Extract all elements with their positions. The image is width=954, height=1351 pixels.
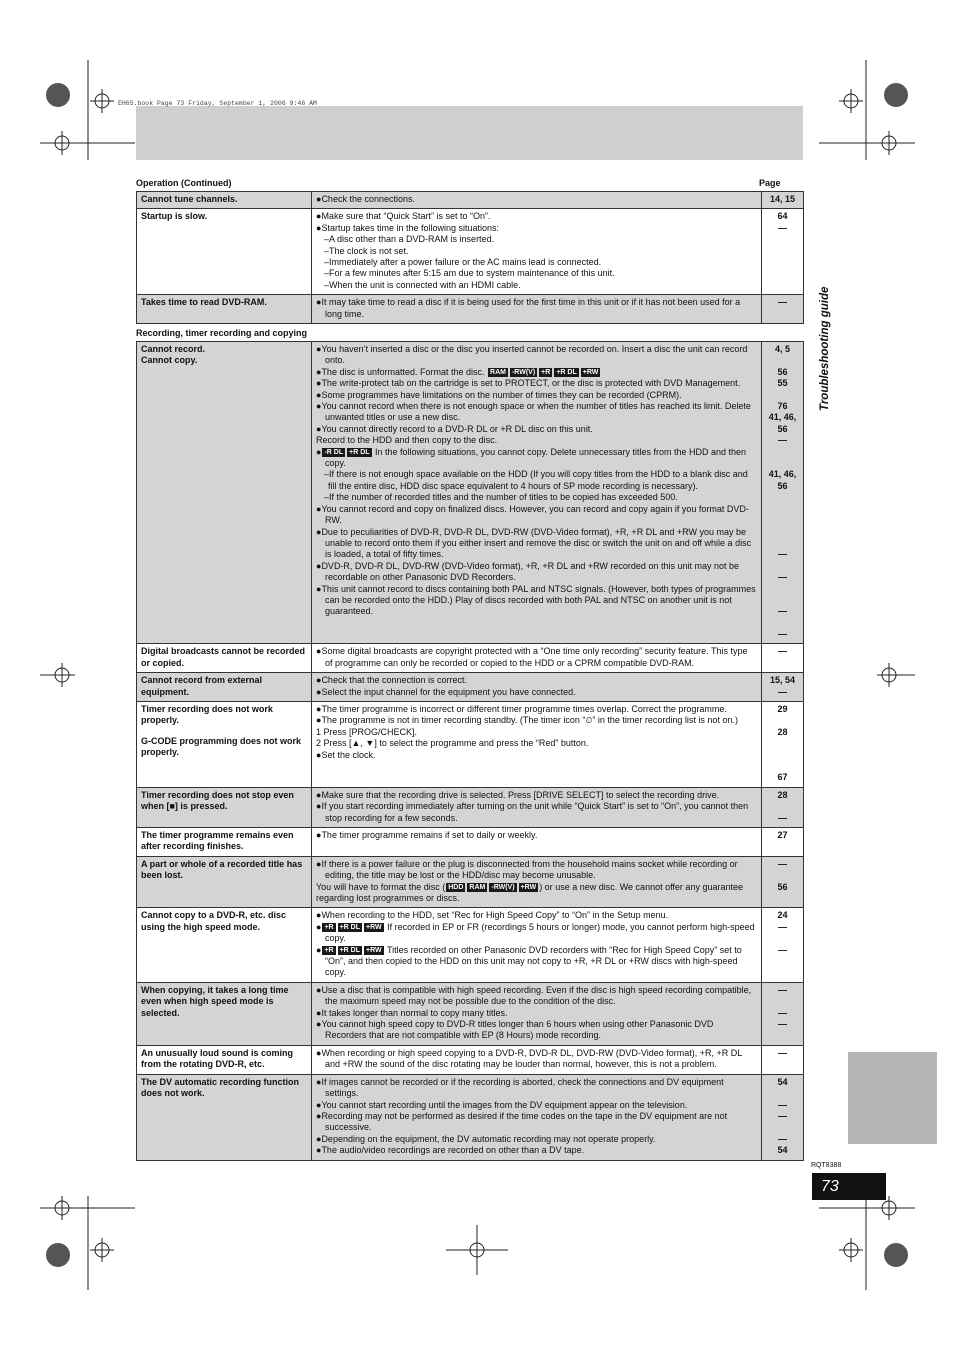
solution-text: You cannot record when there is not enough space or when the number of titles has reached its limit. Delete unwanted titles or use a new disc.	[321, 401, 751, 423]
problem-cell	[137, 827, 312, 856]
page-ref	[763, 538, 802, 549]
dash-item	[316, 280, 757, 291]
bullet-item: ●The write-protect tab on the cartridge is set to PROTECT, or the disc is protected with DVD Management.	[316, 378, 741, 389]
page-ref: 56	[777, 480, 788, 491]
bullet-item: ●Recording may not be performed as desired if the time codes on the tape in the DV equipment are not successive.	[316, 1110, 728, 1133]
page-ref-cell	[762, 192, 804, 209]
text-line	[316, 882, 757, 905]
text-line	[316, 435, 757, 446]
solution-text: The disc is unformatted. Format the disc.	[321, 366, 488, 377]
page-ref-cell	[762, 209, 804, 295]
page-ref: —	[778, 1133, 787, 1144]
solution-text: The timer programme remains if set to daily or weekly.	[321, 829, 538, 840]
page-ref	[763, 761, 802, 772]
page-ref: 28	[777, 726, 788, 737]
page-ref: 56	[777, 366, 788, 377]
solution-text: Recording may not be performed as desired if the time codes on the tape in the DV equipment are not successive.	[321, 1110, 728, 1133]
solution-cell	[312, 701, 762, 787]
solution-text: The write-protect tab on the cartridge is set to PROTECT, or the disc is protected with DVD Management.	[321, 378, 741, 389]
bullet-item: ●Make sure that “Quick Start” is set to “On”.	[316, 211, 491, 222]
problem-text: Cannot record.	[141, 344, 206, 354]
page-ref: —	[778, 297, 787, 308]
bullet-item: ●When recording or high speed copying to a DVD-R, DVD-R DL, DVD-RW (DVD-Video format), +R, +R DL and +RW the sound of the disc rotating may be louder than normal, however, this is not a problem.	[316, 1047, 742, 1070]
solution-text: You cannot record and copy on finalized discs. However, you can record and copy again if you format DVD-RW.	[321, 503, 749, 526]
page-ref-cell	[762, 856, 804, 908]
solution-text: When recording or high speed copying to a DVD-R, DVD-R DL, DVD-RW (DVD-Video format), +R, +R DL and +RW the sound of the disc rotating may be louder than normal, however, this is not a problem.	[321, 1047, 742, 1070]
bullet-item: ●The audio/video recordings are recorded on other than a DV tape.	[316, 1145, 585, 1156]
page-ref: 56	[777, 423, 788, 434]
bullet-item: ● +R +R DL +RW Titles recorded on other Panasonic DVD recorders with “Rec for High Speed Copy” set to “On”, and then copied to the HDD on this unit may not copy to +R, +R DL or +RW discs with high-speed copy.	[316, 944, 742, 978]
solution-cell	[312, 982, 762, 1045]
disc-type-badge: +RW	[366, 923, 382, 931]
bullet-item: ●You cannot record and copy on finalized discs. However, you can record and copy again if you format DVD-RW.	[316, 503, 749, 526]
dash-item	[316, 257, 757, 268]
page-ref	[763, 447, 802, 458]
problem-text: When copying, it takes a long time even when high speed mode is selected.	[141, 984, 289, 1018]
page-ref: 54	[777, 1145, 788, 1156]
page-ref: 15, 54	[769, 675, 796, 686]
bullet-item: ●It takes longer than normal to copy many titles.	[316, 1007, 508, 1018]
bullet-item: ●The disc is unformatted. Format the disc. RAM -RW(V) +R +R DL +RW	[316, 366, 599, 377]
page-ref	[763, 750, 802, 761]
page-ref: —	[778, 222, 787, 233]
header-band	[136, 106, 803, 160]
problem-cell	[137, 982, 312, 1045]
disc-type-badge: RAM	[469, 883, 486, 891]
page-ref	[763, 738, 802, 749]
table-row	[137, 856, 804, 908]
page-ref: —	[778, 921, 787, 932]
solution-text: You will have to format the disc (	[316, 881, 446, 892]
solution-text: Use a disc that is compatible with high speed recording. Even if the disc is high speed recording compatible, the maximum speed may not be possible due to the condition of the disc.	[321, 984, 752, 1007]
solution-text: The audio/video recordings are recorded on other than a DV tape.	[321, 1145, 585, 1156]
page-ref: 67	[777, 772, 788, 783]
bullet-item: ●The timer programme is incorrect or different timer programme times overlap. Correct the programme.	[316, 703, 727, 714]
solution-cell	[312, 787, 762, 827]
disc-type-badge: +R	[541, 368, 551, 376]
bullet-item: ●You cannot directly record to a DVD-R DL or +R DL disc on this unit.	[316, 423, 593, 434]
page-ref-cell	[762, 673, 804, 702]
disc-type-badge: +R	[324, 946, 334, 954]
solution-text: You cannot directly record to a DVD-R DL or +R DL disc on this unit.	[321, 423, 593, 434]
bullet-item: ●If you start recording immediately after turning on the unit while “Quick Start” is set to “On”, you cannot then stop recording for a few seconds.	[316, 801, 749, 823]
disc-type-badge: +R DL	[349, 448, 370, 456]
solution-text: If recorded in EP or FR (recordings 5 hours or longer) mode, you cannot perform high-speed copy.	[325, 921, 755, 944]
bullet-item: ●DVD-R, DVD-R DL, DVD-RW (DVD-Video format), +R, +R DL and +RW recorded on this unit may not be recordable on other Panasonic DVD Recorders.	[316, 560, 739, 583]
bullet-item: ●Some digital broadcasts are copyright protected with a “One time only recording” security feature. This type of programme can only be recorded or copied to the HDD or a CPRM compatible DVD-RAM.	[316, 646, 748, 668]
problem-cell	[137, 673, 312, 702]
bullet-item: ●If there is a power failure or the plug is disconnected from the household mains socket while recording or editing, the title may be lost or the HDD/disc may become unusable.	[316, 858, 738, 881]
book-info: EH65.book Page 73 Friday, September 1, 2006 9:46 AM	[118, 100, 317, 107]
table-row	[137, 787, 804, 827]
page-ref	[763, 526, 802, 537]
text-line	[316, 727, 757, 738]
page-ref: 55	[777, 378, 788, 389]
disc-type-badge: +RW	[520, 883, 537, 891]
page-ref: —	[778, 1110, 787, 1121]
disc-type-badge: +R DL	[339, 923, 361, 931]
solution-cell	[312, 908, 762, 982]
solution-text: It takes longer than normal to copy many titles.	[321, 1007, 508, 1018]
solution-text: It may take time to read a disc if it is being used for the first time in this unit or if it has not been used for a long time.	[321, 297, 741, 319]
page-ref-cell	[762, 644, 804, 673]
solution-text: You haven’t inserted a disc or the disc you inserted cannot be recorded on. Insert a disc the unit can record onto.	[321, 344, 748, 366]
solution-text: –The clock is not set.	[324, 245, 409, 256]
problem-text: The timer programme remains even after recording finishes.	[141, 829, 294, 852]
page-ref: 28	[777, 789, 788, 800]
problem-text: An unusually loud sound is coming from the rotating DVD-R, etc.	[141, 1047, 294, 1070]
problem-cell	[137, 787, 312, 827]
side-tab	[848, 1052, 937, 1144]
bullet-item: ●Check that the connection is correct.	[316, 675, 468, 686]
table-row	[137, 1074, 804, 1160]
problem-text: Digital broadcasts cannot be recorded or copied.	[141, 646, 306, 668]
bullet-item: ●You cannot start recording until the images from the DV equipment appear on the television.	[316, 1099, 688, 1110]
dash-item	[316, 268, 757, 279]
disc-type-badge: HDD	[448, 883, 464, 891]
problem-cell	[137, 342, 312, 644]
table-row	[137, 673, 804, 702]
disc-type-badge: +R DL	[339, 946, 361, 954]
bullet-item: ●Due to peculiarities of DVD-R, DVD-R DL, DVD-RW (DVD-Video format), +R, +R DL and +RW you may be unable to record onto them if you either insert and remove the disc or switch the unit on and off while a disc is loaded, a total of fifty times.	[316, 526, 752, 560]
solution-text: If there is a power failure or the plug is disconnected from the household mains socket while recording or editing, the title may be lost or the HDD/disc may become unusable.	[321, 858, 738, 881]
solution-text: –If there is not enough space available on the HDD (If you will copy titles from the HDD to a blank disc and fill the entire disc, HDD disc space equivalent to 4 hours of SP mode recording is necessary).	[324, 469, 748, 491]
bullet-item: ●Select the input channel for the equipment you have connected.	[316, 686, 576, 697]
page-ref	[763, 390, 802, 401]
solution-cell	[312, 342, 762, 644]
bullet-item: ●When recording to the HDD, set “Rec for High Speed Copy” to “On” in the Setup menu.	[316, 910, 669, 921]
solution-text: Record to the HDD and then copy to the disc.	[316, 435, 498, 446]
page-ref: —	[778, 435, 787, 446]
solution-text: Set the clock.	[321, 749, 376, 760]
bullet-item: ●The timer programme remains if set to daily or weekly.	[316, 829, 538, 840]
solution-cell	[312, 295, 762, 324]
disc-type-badge: +RW	[582, 368, 599, 376]
table-row	[137, 192, 804, 209]
page-ref: —	[778, 812, 787, 823]
problem-cell	[137, 644, 312, 673]
page-ref-cell	[762, 1074, 804, 1160]
problem-text	[141, 727, 307, 736]
problem-cell	[137, 908, 312, 982]
page-ref: —	[778, 1007, 787, 1018]
solution-text: –For a few minutes after 5:15 am due to system maintenance of this unit.	[324, 268, 615, 279]
page-ref: 14, 15	[769, 194, 796, 204]
page-ref	[763, 355, 802, 366]
solution-text: –If the number of recorded titles and the number of titles to be copied has exceeded 500.	[324, 492, 678, 503]
bullet-item: ●Some programmes have limitations on the number of times they can be recorded (CPRM).	[316, 389, 682, 400]
disc-type-badge: +R	[324, 923, 334, 931]
table-row	[137, 908, 804, 982]
problem-text: Takes time to read DVD-RAM.	[141, 297, 267, 308]
page-ref: —	[778, 571, 787, 582]
problem-text: Cannot copy.	[141, 355, 198, 366]
solution-cell	[312, 673, 762, 702]
bullet-item: ●Use a disc that is compatible with high speed recording. Even if the disc is high speed recording compatible, the maximum speed may not be possible due to the condition of the disc.	[316, 984, 752, 1007]
problem-text: Cannot record from external equipment.	[141, 675, 263, 697]
bullet-item: ●The programme is not in timer recording standby. (The timer icon “⏲” in the timer recording list is not on.)	[316, 715, 738, 726]
side-label: Troubleshooting guide	[819, 286, 831, 411]
page-ref	[763, 870, 802, 881]
text-line	[316, 738, 757, 749]
solution-text: If images cannot be recorded or if the recording is aborted, check the connections and DV equipment settings.	[321, 1076, 724, 1099]
problem-cell	[137, 192, 312, 209]
solution-text: If you start recording immediately after turning on the unit while “Quick Start” is set to “On”, you cannot then stop recording for a few seconds.	[321, 801, 749, 823]
problem-cell	[137, 209, 312, 295]
page-ref	[763, 933, 802, 944]
bullet-item: ●Make sure that the recording drive is selected. Press [DRIVE SELECT] to select the recording drive.	[316, 789, 720, 800]
dash-item	[316, 234, 757, 245]
dash-item	[316, 246, 757, 257]
page-ref: 24	[777, 910, 788, 921]
solution-text: –When the unit is connected with an HDMI cable.	[324, 279, 521, 290]
page-ref	[763, 996, 802, 1007]
problem-text: The DV automatic recording function does not work.	[141, 1076, 300, 1099]
solution-cell	[312, 192, 762, 209]
page-number: 73	[812, 1173, 886, 1200]
page-ref: —	[778, 628, 787, 639]
table-row	[137, 342, 804, 644]
table-row	[137, 701, 804, 787]
page-ref: —	[778, 1047, 787, 1058]
disc-type-badge: +R DL	[556, 368, 577, 376]
problem-text: Cannot tune channels.	[141, 194, 238, 204]
disc-type-badge: +RW	[366, 946, 382, 954]
solution-text: Depending on the equipment, the DV automatic recording may not operate properly.	[321, 1133, 656, 1144]
solution-text: You cannot high speed copy to DVD-R titles longer than 6 hours when using other Panasonic DVD Recorders that are not compatible with EP (8 Hours) mode recording.	[321, 1019, 714, 1041]
table-row	[137, 1045, 804, 1074]
bullet-item: ●It may take time to read a disc if it is being used for the first time in this unit or if it has not been used for a long time.	[316, 297, 741, 319]
table-recording	[136, 341, 804, 1161]
page-ref	[763, 583, 802, 594]
disc-type-badge: RAM	[490, 368, 506, 376]
problem-cell	[137, 1045, 312, 1074]
problem-text: A part or whole of a recorded title has been lost.	[141, 858, 303, 881]
page-ref: —	[778, 606, 787, 617]
page-ref	[763, 595, 802, 606]
solution-text: Startup takes time in the following situations:	[321, 222, 500, 233]
page-ref: —	[778, 858, 787, 869]
table-operation	[136, 191, 804, 324]
table-row	[137, 827, 804, 856]
page-ref: 76	[777, 401, 788, 411]
page-ref	[763, 618, 802, 629]
disc-type-badge: -R DL	[324, 448, 344, 456]
bullet-item: ●Startup takes time in the following situations:	[316, 222, 500, 233]
page-ref: 41, 46,	[768, 469, 797, 480]
solution-cell	[312, 1074, 762, 1160]
page-ref	[763, 561, 802, 572]
page-ref: 41, 46,	[768, 412, 797, 423]
solution-text: Check that the connection is correct.	[321, 675, 468, 686]
solution-text: Select the input channel for the equipment you have connected.	[321, 686, 576, 697]
disc-type-badge: -RW(V)	[491, 883, 515, 891]
solution-cell	[312, 1045, 762, 1074]
doc-code: RQT8388	[811, 1162, 842, 1169]
solution-text: The timer programme is incorrect or different timer programme times overlap. Correct the programme.	[321, 703, 727, 714]
table-row	[137, 209, 804, 295]
problem-text: G-CODE programming does not work properly.	[141, 735, 302, 758]
problem-text: Timer recording does not stop even when [■] is pressed.	[141, 789, 294, 812]
table-row	[137, 982, 804, 1045]
page-ref	[763, 492, 802, 503]
section-title-operation: Operation (Continued)	[136, 178, 232, 188]
solution-cell	[312, 856, 762, 908]
solution-cell	[312, 644, 762, 673]
solution-text: Make sure that “Quick Start” is set to “On”.	[321, 211, 491, 222]
page-ref	[763, 515, 802, 526]
bullet-item: ●Check the connections.	[316, 194, 415, 204]
bullet-item: ●If images cannot be recorded or if the recording is aborted, check the connections and DV equipment settings.	[316, 1076, 724, 1099]
page-ref: —	[778, 646, 787, 657]
page-ref: 27	[777, 829, 788, 840]
page-ref	[763, 1122, 802, 1133]
solution-text: –Immediately after a power failure or the AC mains lead is connected.	[324, 257, 602, 268]
solution-text: DVD-R, DVD-R DL, DVD-RW (DVD-Video format), +R, +R DL and +RW recorded on this unit may not be recordable on other Panasonic DVD Recorders.	[321, 560, 739, 583]
problem-text: Timer recording does not work properly.	[141, 703, 273, 726]
solution-text: ) or use a new disc. We cannot offer any guarantee regarding lost programmes or discs.	[316, 881, 743, 904]
problem-cell	[137, 856, 312, 908]
solution-text: 1 Press [PROG/CHECK].	[316, 726, 418, 737]
solution-cell	[312, 827, 762, 856]
page-ref: —	[778, 1019, 787, 1030]
solution-text: Some digital broadcasts are copyright protected with a “One time only recording” security feature. This type of programme can only be recorded or copied to the HDD or a CPRM compatible DVD-RAM.	[321, 646, 748, 668]
problem-cell	[137, 1074, 312, 1160]
page-ref: —	[778, 1099, 787, 1110]
page-ref	[763, 504, 802, 515]
solution-text: The programme is not in timer recording standby. (The timer icon “⏲” in the timer recording list is not on.)	[321, 715, 738, 726]
page-ref: 54	[777, 1076, 788, 1087]
page-ref: —	[778, 944, 787, 955]
bullet-item: ●This unit cannot record to discs containing both PAL and NTSC signals. (However, both types of programmes can be recorded onto the HDD.) Play of discs recorded with both PAL and NTSC on another unit is not guaranteed.	[316, 583, 756, 617]
solution-text: You cannot start recording until the images from the DV equipment appear on the television.	[321, 1099, 688, 1110]
solution-text: Check the connections.	[321, 194, 415, 204]
disc-type-badge: -RW(V)	[511, 368, 536, 376]
page-ref-cell	[762, 342, 804, 644]
page-ref: —	[778, 549, 787, 560]
page-ref-cell	[762, 295, 804, 324]
table-row	[137, 644, 804, 673]
page-ref-cell	[762, 701, 804, 787]
bullet-item: ●You haven’t inserted a disc or the disc you inserted cannot be recorded on. Insert a disc the unit can record onto.	[316, 344, 748, 366]
page-ref-cell	[762, 908, 804, 982]
solution-cell	[312, 209, 762, 295]
solution-text: 2 Press [▲, ▼] to select the programme and press the “Red” button.	[316, 738, 589, 749]
dash-item	[316, 492, 757, 503]
dash-item	[316, 469, 757, 492]
page-ref: —	[778, 984, 787, 995]
bullet-item: ●Set the clock.	[316, 749, 376, 760]
bullet-item: ● -R DL +R DL In the following situations, you cannot copy. Delete unnecessary titles from the HDD and then copy.	[316, 446, 747, 469]
problem-cell	[137, 295, 312, 324]
problem-text: Cannot copy to a DVD-R, etc. disc using the high speed mode.	[141, 910, 287, 932]
page-ref	[763, 458, 802, 469]
solution-text: When recording to the HDD, set “Rec for High Speed Copy” to “On” in the Setup menu.	[321, 910, 669, 921]
page-ref: 29	[777, 703, 788, 714]
solution-text: Some programmes have limitations on the number of times they can be recorded (CPRM).	[321, 389, 682, 400]
bullet-item: ●Depending on the equipment, the DV automatic recording may not operate properly.	[316, 1133, 656, 1144]
solution-text: Titles recorded on other Panasonic DVD recorders with “Rec for High Speed Copy” set to “On”, and then copied to the HDD on this unit may not copy to +R, +R DL or +RW discs with high-speed copy.	[325, 944, 742, 978]
problem-text: Startup is slow.	[141, 211, 208, 222]
solution-text: In the following situations, you cannot copy. Delete unnecessary titles from the HDD and then copy.	[325, 446, 747, 469]
solution-text: Make sure that the recording drive is selected. Press [DRIVE SELECT] to select the recording drive.	[321, 789, 720, 800]
bullet-item: ● +R +R DL +RW If recorded in EP or FR (recordings 5 hours or longer) mode, you cannot perform high-speed copy.	[316, 921, 755, 944]
page-ref-cell	[762, 982, 804, 1045]
section-title-recording: Recording, timer recording and copying	[136, 328, 308, 338]
solution-text: Due to peculiarities of DVD-R, DVD-R DL, DVD-RW (DVD-Video format), +R, +R DL and +RW you may be unable to record onto them if you either insert and remove the disc or switch the unit on and off while a disc is loaded, a total of fifty times.	[321, 526, 752, 560]
bullet-item: ●You cannot record when there is not enough space or when the number of titles has reached its limit. Delete unwanted titles or use a new disc.	[316, 401, 751, 423]
page-ref-cell	[762, 827, 804, 856]
page-ref: 4, 5	[774, 344, 790, 354]
page-ref-cell	[762, 787, 804, 827]
page-column-header: Page	[759, 178, 781, 188]
page-ref: 56	[777, 881, 788, 892]
page-ref: 64	[777, 211, 788, 222]
page-ref	[763, 801, 802, 812]
page-ref-cell	[762, 1045, 804, 1074]
page-ref	[763, 1088, 802, 1099]
bullet-item: ●You cannot high speed copy to DVD-R titles longer than 6 hours when using other Panasonic DVD Recorders that are not compatible with EP (8 Hours) mode recording.	[316, 1019, 714, 1041]
page-ref	[763, 715, 802, 726]
page-ref: —	[778, 686, 787, 697]
problem-cell	[137, 701, 312, 787]
solution-text: –A disc other than a DVD-RAM is inserted.	[324, 234, 495, 245]
table-row	[137, 295, 804, 324]
solution-text: This unit cannot record to discs containing both PAL and NTSC signals. (However, both types of programmes can be recorded onto the HDD.) Play of discs recorded with both PAL and NTSC on another unit is not guaranteed.	[321, 583, 756, 617]
